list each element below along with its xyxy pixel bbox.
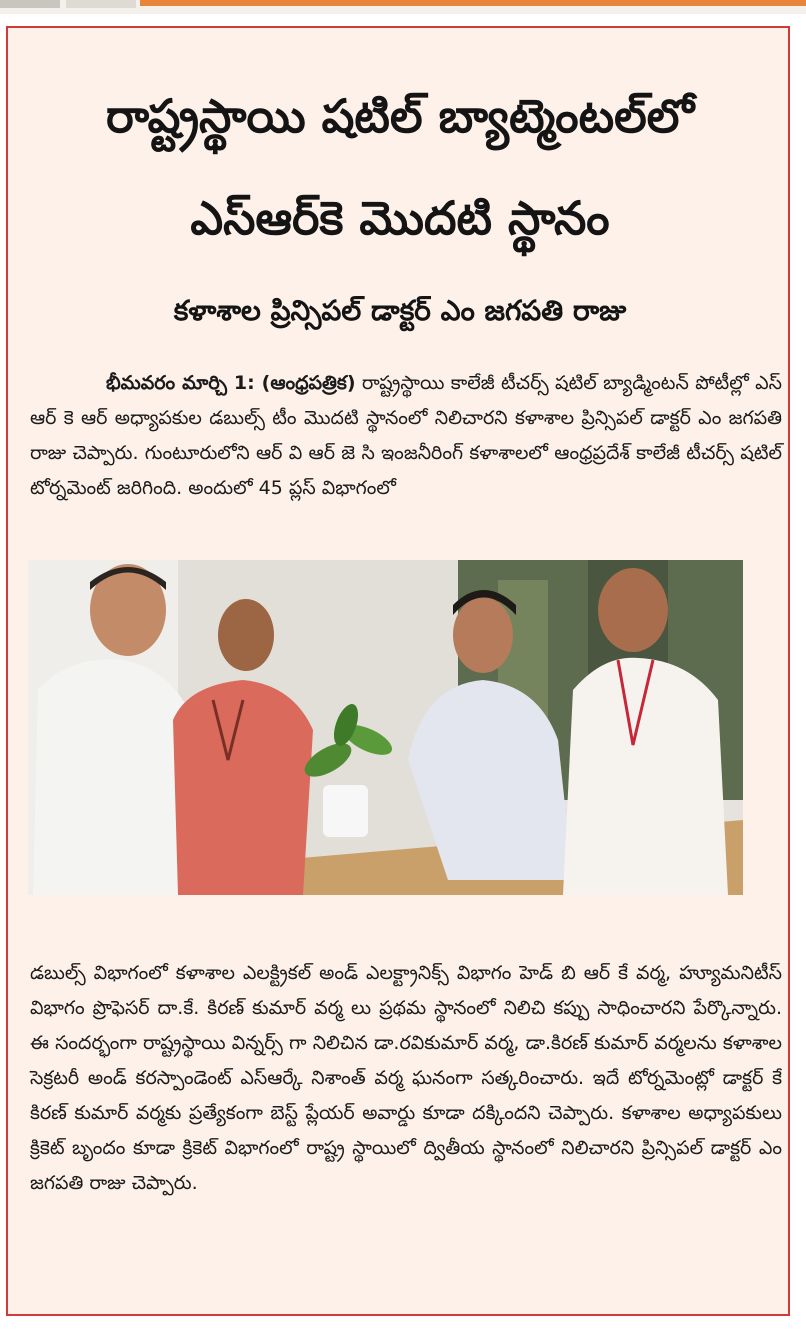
top-strip-accent bbox=[140, 0, 806, 6]
headline-line-2: ఎస్ఆర్‌కె మొదటి స్థానం bbox=[190, 191, 610, 245]
top-strip bbox=[0, 0, 806, 14]
article-paragraph-1 bbox=[30, 366, 782, 506]
article-paragraph-1-text: రాష్ట్రస్థాయి కాలేజీ టీచర్స్ షటిల్ బ్యాడ్మింటన్ పోటీల్లో ఎస్ ఆర్ కె ఆర్ అధ్యాపకుల డబుల్స్ టీం మొదటి స్థానంలో నిలిచారని కళాశాల ప్రిన్సిపల్ డాక్టర్ ఎం జగపతి రాజు చెప్పారు. గుంటూరులోని ఆర్ వి ఆర్ జె సి ఇంజనీరింగ్ కళాశాలలో ఆంధ్రప్రదేశ్ కాలేజీ టీచర్స్ షటిల్ టోర్నమెంట్ జరిగింది. అందులో 45 ప్లస్ విభాగంలో bbox=[30, 372, 782, 499]
top-strip-segment bbox=[0, 0, 60, 8]
article-paragraph-2: డబుల్స్ విభాగంలో కళాశాల ఎలక్ట్రికల్ అండ్ ఎలక్ట్రానిక్స్ విభాగం హెడ్ బి ఆర్ కే వర్మ, హ్యూమనిటీస్ విభాగం ప్రొఫెసర్ దా.కే. కిరణ్ కుమార్ వర్మ లు ప్రథమ స్థానంలో నిలిచి కప్పు సాధించారని పేర్కొన్నారు. ఈ సందర్భంగా రాష్ట్రస్థాయి విన్నర్స్ గా నిలిచిన డా.రవికుమార్ వర్మ, డా.కిరణ్ కుమార్ వర్మలను కళాశాల సెక్రటరీ అండ్ కరస్పాండెంట్ ఎస్ఆర్కే నిశాంత్ వర్మ ఘనంగా సత్కరించారు. ఇదే టోర్నమెంట్లో డాక్టర్ కే కిరణ్ కుమార్ వర్మకు ప్రత్యేకంగా బెస్ట్ ప్లేయర్ అవార్డు కూడా దక్కిందని చెప్పారు. కళాశాల అధ్యాపకులు క్రికెట్ బృందం కూడా క్రికెట్ విభాగంలో రాష్ట్ర స్థాయిలో ద్వితీయ స్థానంలో నిలిచారని ప్రిన్సిపల్ డాక్టర్ ఎం జగపతి రాజు చెప్పారు. bbox=[30, 962, 782, 1194]
subheadline: కళాశాల ప్రిన్సిపల్ డాక్టర్ ఎం జగపతి రాజు bbox=[173, 294, 627, 327]
news-photo bbox=[28, 560, 743, 895]
newspaper-clipping bbox=[6, 26, 790, 1316]
headline-line-1: రాష్ట్రస్థాయి షటిల్ బ్యాట్మెంటల్‌లో bbox=[105, 89, 695, 143]
photo-illustration bbox=[28, 560, 743, 895]
top-strip-segment bbox=[66, 0, 136, 8]
dateline: భీమవరం మార్చి 1: (ఆంధ్రపత్రిక) bbox=[106, 372, 356, 394]
